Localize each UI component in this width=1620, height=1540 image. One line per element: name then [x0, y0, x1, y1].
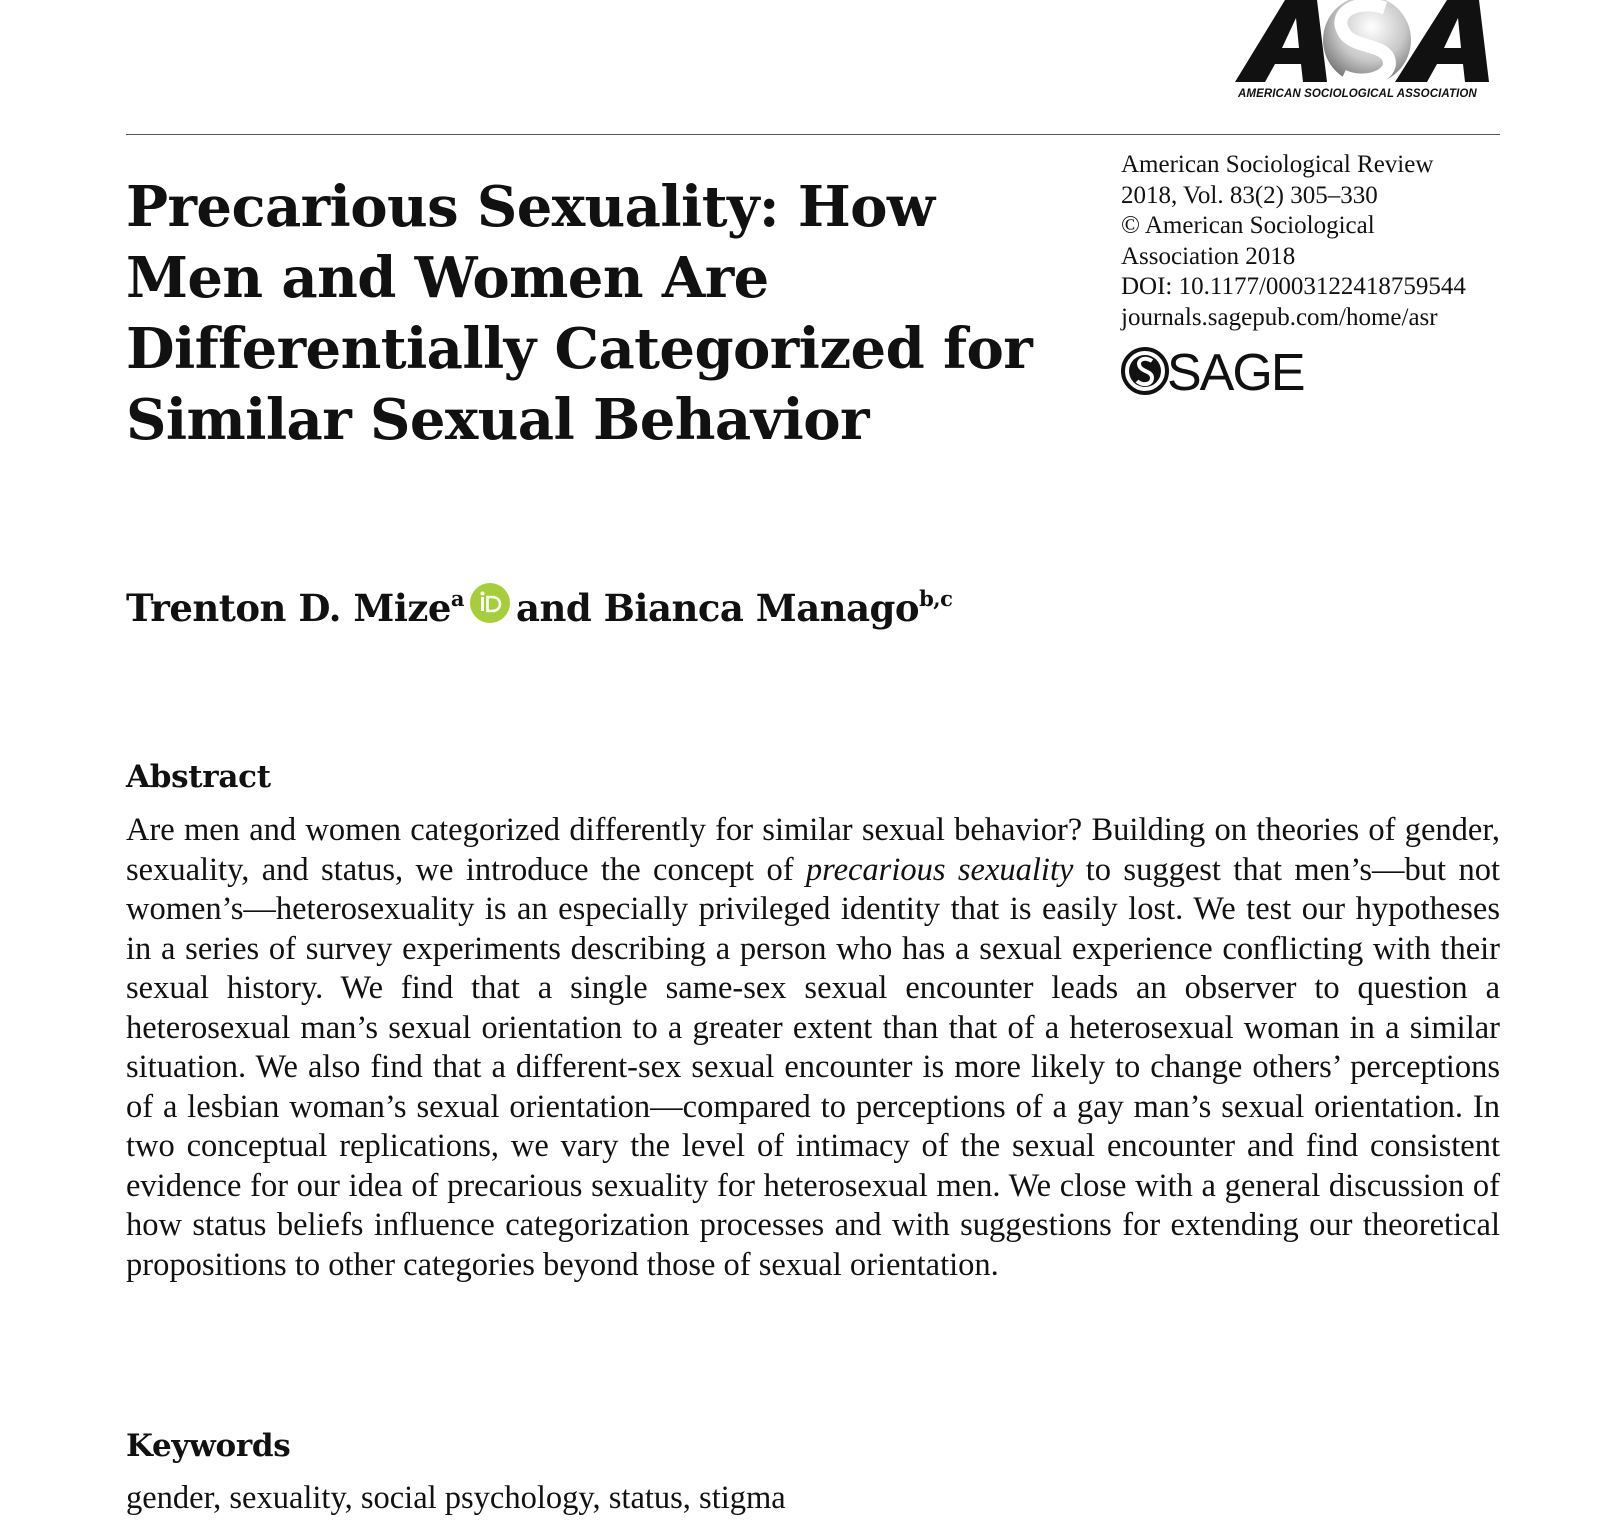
- author-line: [126, 583, 952, 630]
- keywords-list: gender, sexuality, social psychology, status, stigma: [126, 1480, 786, 1516]
- journal-meta: [1121, 150, 1511, 333]
- abstract-text: [126, 811, 1500, 1285]
- abstract-heading: Abstract: [126, 759, 271, 795]
- author-2-affiliation: b,c: [919, 586, 953, 611]
- sage-wordmark: SAGE: [1167, 344, 1304, 398]
- abstract-italic-term: precarious sexuality: [805, 851, 1074, 888]
- journal-url[interactable]: journals.sagepub.com/home/asr: [1121, 303, 1438, 331]
- author-2-name: and Bianca Manago: [516, 586, 920, 630]
- orcid-icon[interactable]: [470, 583, 510, 623]
- journal-name: American Sociological Review: [1121, 151, 1434, 178]
- journal-volume: 2018, Vol. 83(2) 305–330: [1121, 181, 1378, 209]
- author-1-name: Trenton D. Mize: [126, 586, 451, 630]
- sage-logo: [1121, 344, 1311, 398]
- abstract-text-part-2: to suggest that men’s—but not women’s—heterosexuality is an especially privileged identity that is easily lost. We test our hypotheses in a series of survey experiments describing a person who has a sexual experience conflicting with their sexual history. We find that a single same-sex sexual encounter leads an observer to question a heterosexual man’s sexual orientation to a greater extent than that of a heterosexual woman in a similar situation. We also find that a different-sex sexual encounter is more likely to change others’ perceptions of a lesbian woman’s sexual orientation—compared to perceptions of a gay man’s sexual orientation. In two conceptual replications, we vary the level of intimacy of the sexual encounter and find consistent evidence for our idea of precarious sexuality for heterosexual men. We close with a general discussion of how status beliefs influence categorization processes and with suggestions for extending our theoretical propositions to other categories beyond those of sexual orientation.: [126, 851, 1500, 1283]
- keywords-heading: Keywords: [126, 1428, 291, 1464]
- asa-caption: AMERICAN SOCIOLOGICAL ASSOCIATION: [1238, 88, 1477, 100]
- article-title: Precarious Sexuality: How Men and Women Are Differentially Categorized for Similar Sexual Behavior: [126, 174, 1033, 453]
- abstract-text-part-1: Are men and women categorized differently for similar sexual behavior? Building on theories of gender, sexuality, and status, we introduce the concept of: [126, 812, 1500, 888]
- doi[interactable]: DOI: 10.1177/0003122418759544: [1121, 273, 1466, 300]
- header-rule: [126, 134, 1500, 135]
- author-1-affiliation: a: [450, 586, 465, 611]
- copyright-line-2: Association 2018: [1121, 242, 1296, 270]
- copyright-line-1: © American Sociological: [1121, 212, 1375, 239]
